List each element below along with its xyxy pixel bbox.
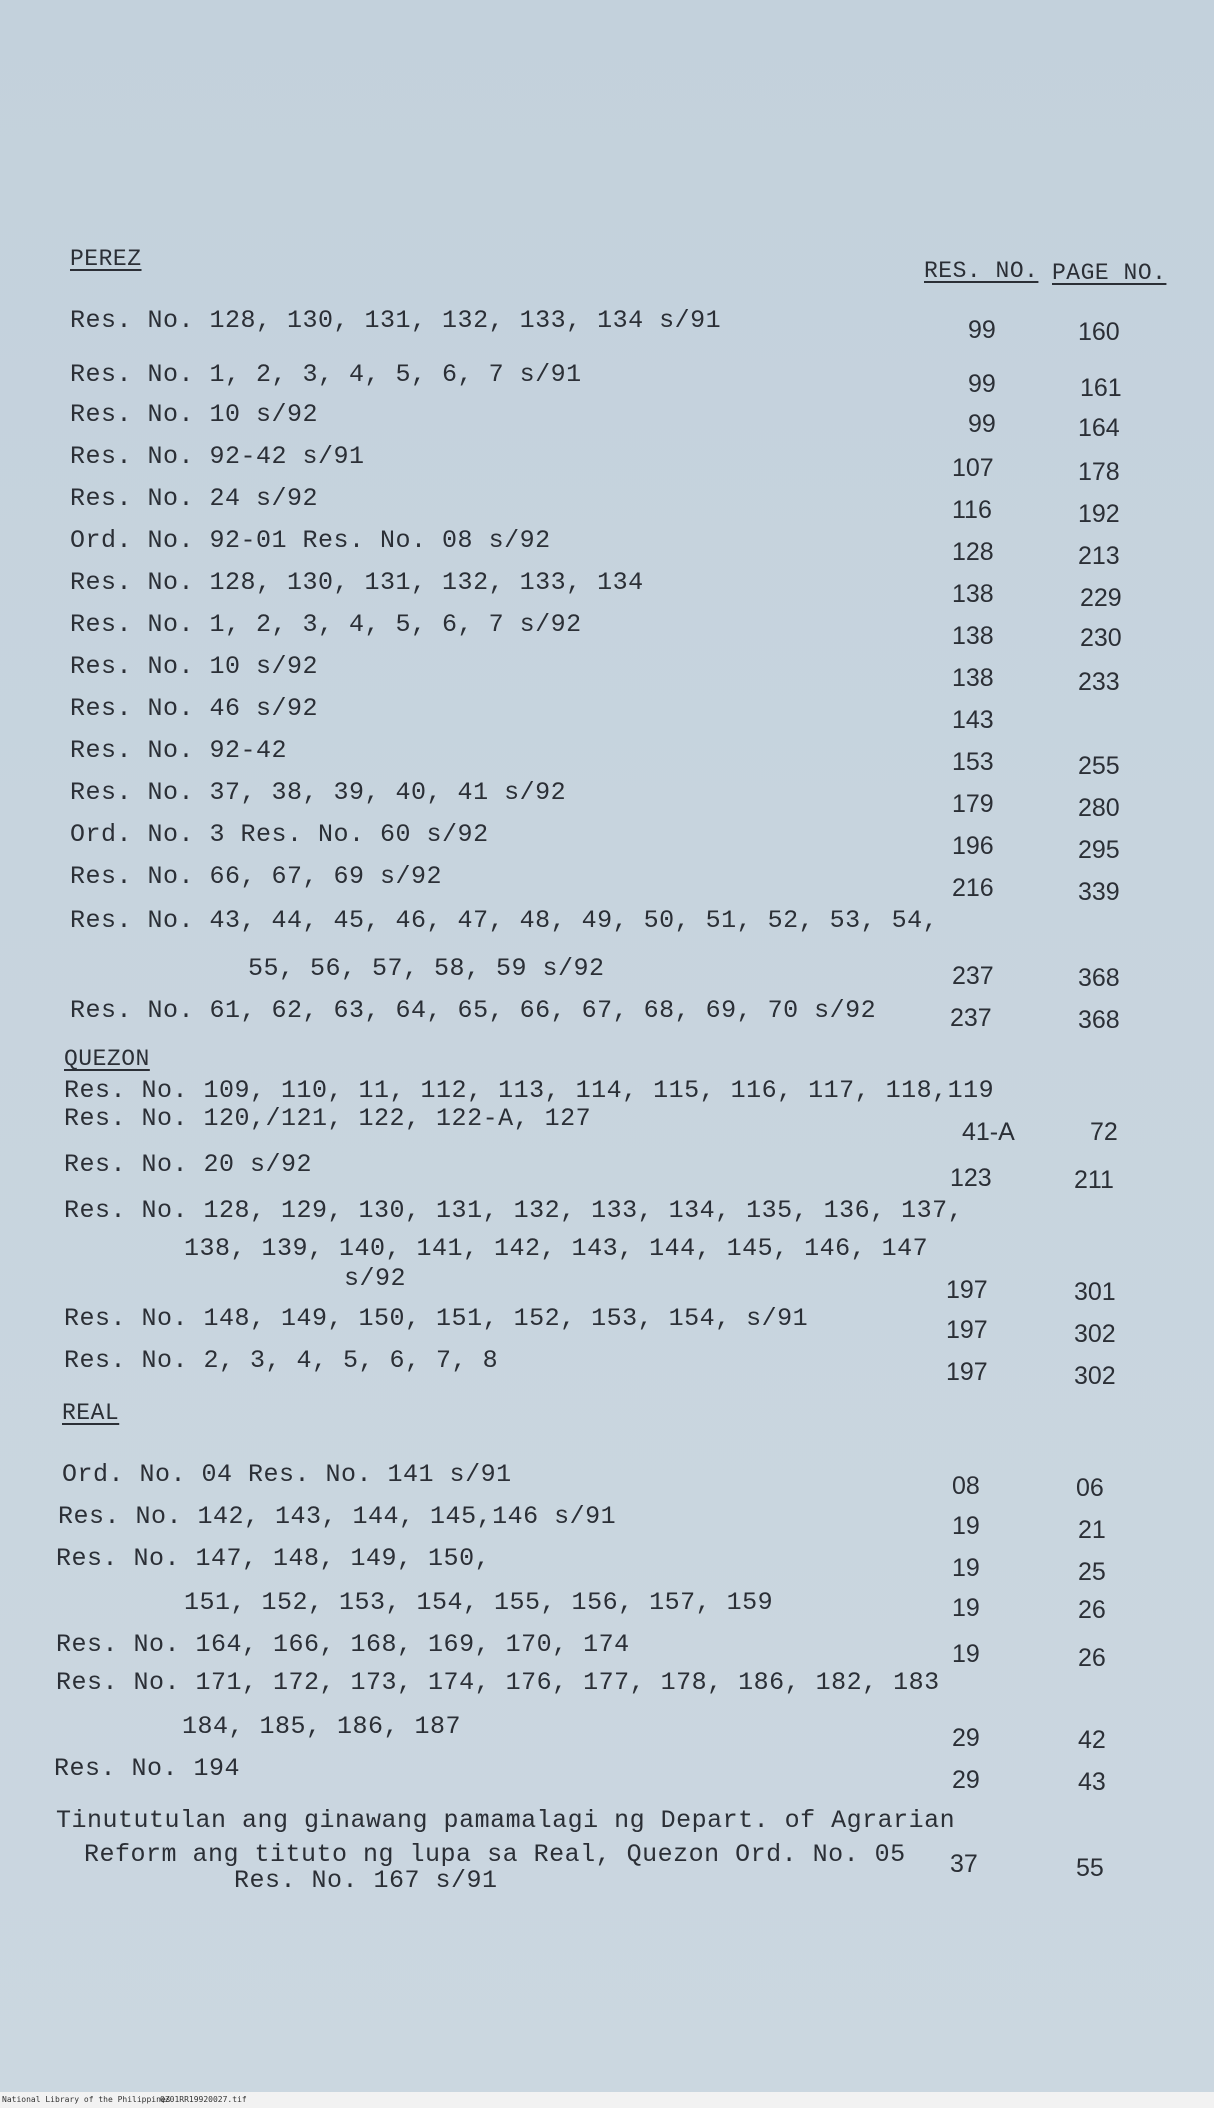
entry-page-no: 55 xyxy=(1076,1854,1104,1882)
footer-source: National Library of the Philippines xyxy=(2,2095,171,2104)
entry-text: Res. No. 128, 129, 130, 131, 132, 133, 134, 135, 136, 137, xyxy=(64,1196,964,1225)
entry-text: Res. No. 194 xyxy=(54,1754,241,1783)
entry-page-no: 06 xyxy=(1076,1474,1104,1502)
entry-page-no: 178 xyxy=(1078,458,1120,486)
footer-filename: QZ01RR19920027.tif xyxy=(160,2095,247,2104)
entry-text: Res. No. 142, 143, 144, 145,146 s/91 xyxy=(58,1502,617,1531)
entry-page-no: 26 xyxy=(1078,1644,1106,1672)
entry-text-continued: s/92 xyxy=(344,1264,407,1293)
entry-text: Res. No. 1, 2, 3, 4, 5, 6, 7 s/92 xyxy=(70,610,582,639)
entry-res-no: 128 xyxy=(952,538,994,566)
entry-res-no: 08 xyxy=(952,1472,980,1500)
entry-res-no: 237 xyxy=(952,962,994,990)
entry-page-no: 339 xyxy=(1078,878,1120,906)
entry-page-no: 230 xyxy=(1080,624,1122,652)
entry-text: Res. No. 37, 38, 39, 40, 41 s/92 xyxy=(70,778,567,807)
entry-text: Res. No. 24 s/92 xyxy=(70,484,319,513)
entry-page-no: 368 xyxy=(1078,1006,1120,1034)
entry-text: Res. No. 2, 3, 4, 5, 6, 7, 8 xyxy=(64,1346,499,1375)
entry-page-no: 302 xyxy=(1074,1320,1116,1348)
res-no-column-header: RES. NO. xyxy=(924,258,1039,284)
entry-text: Ord. No. 04 Res. No. 141 s/91 xyxy=(62,1460,512,1489)
section-title-quezon: QUEZON xyxy=(64,1046,150,1072)
entry-res-no: 138 xyxy=(952,664,994,692)
entry-page-no: 161 xyxy=(1080,374,1122,402)
entry-res-no: 216 xyxy=(952,874,994,902)
entry-text: Res. No. 92-42 xyxy=(70,736,288,765)
section-title-real: REAL xyxy=(62,1400,120,1426)
scan-footer xyxy=(0,2092,1214,2108)
entry-text: Res. No. 1, 2, 3, 4, 5, 6, 7 s/91 xyxy=(70,360,582,389)
entry-res-no: 99 xyxy=(968,370,996,398)
entry-res-no: 37 xyxy=(950,1850,978,1878)
entry-page-no: 213 xyxy=(1078,542,1120,570)
entry-res-no: 197 xyxy=(946,1316,988,1344)
entry-text: Res. No. 10 s/92 xyxy=(70,652,319,681)
entry-res-no: 123 xyxy=(950,1164,992,1192)
entry-res-no: 41-A xyxy=(962,1118,1015,1146)
entry-text: Res. No. 128, 130, 131, 132, 133, 134 xyxy=(70,568,644,597)
entry-res-no: 138 xyxy=(952,580,994,608)
entry-text: Res. No. 46 s/92 xyxy=(70,694,319,723)
entry-page-no: 72 xyxy=(1090,1118,1118,1146)
entry-page-no: 280 xyxy=(1078,794,1120,822)
entry-res-no: 107 xyxy=(952,454,994,482)
entry-text-continued: Res. No. 167 s/91 xyxy=(234,1866,498,1895)
entry-page-no: 26 xyxy=(1078,1596,1106,1624)
entry-text: Res. No. 148, 149, 150, 151, 152, 153, 154, s/91 xyxy=(64,1304,809,1333)
entry-res-no: 99 xyxy=(968,410,996,438)
entry-text: Res. No. 128, 130, 131, 132, 133, 134 s/91 xyxy=(70,306,722,335)
entry-text-continued: 55, 56, 57, 58, 59 s/92 xyxy=(248,954,605,983)
entry-page-no: 25 xyxy=(1078,1558,1106,1586)
entry-res-no: 19 xyxy=(952,1554,980,1582)
entry-res-no: 19 xyxy=(952,1512,980,1540)
entry-text-continued: 138, 139, 140, 141, 142, 143, 144, 145, 146, 147 xyxy=(184,1234,929,1263)
entry-text: Res. No. 61, 62, 63, 64, 65, 66, 67, 68, 69, 70 s/92 xyxy=(70,996,877,1025)
entry-res-no: 19 xyxy=(952,1594,980,1622)
entry-text-continued: Res. No. 120,/121, 122, 122-A, 127 xyxy=(64,1104,592,1133)
entry-text: Res. No. 66, 67, 69 s/92 xyxy=(70,862,443,891)
entry-res-no: 179 xyxy=(952,790,994,818)
entry-res-no: 153 xyxy=(952,748,994,776)
section-title-perez: PEREZ xyxy=(70,246,142,272)
entry-page-no: 302 xyxy=(1074,1362,1116,1390)
entry-page-no: 301 xyxy=(1074,1278,1116,1306)
entry-res-no: 143 xyxy=(952,706,994,734)
entry-res-no: 197 xyxy=(946,1276,988,1304)
entry-res-no: 197 xyxy=(946,1358,988,1386)
entry-page-no: 43 xyxy=(1078,1768,1106,1796)
entry-page-no: 42 xyxy=(1078,1726,1106,1754)
entry-res-no: 99 xyxy=(968,316,996,344)
entry-res-no: 237 xyxy=(950,1004,992,1032)
entry-text: Tinututulan ang ginawang pamamalagi ng Depart. of Agrarian xyxy=(56,1806,956,1835)
entry-page-no: 229 xyxy=(1080,584,1122,612)
entry-res-no: 116 xyxy=(952,496,992,524)
entry-text: Res. No. 164, 166, 168, 169, 170, 174 xyxy=(56,1630,630,1659)
entry-text-continued: Reform ang tituto ng lupa sa Real, Quezon Ord. No. 05 xyxy=(84,1840,906,1869)
entry-text: Res. No. 92-42 s/91 xyxy=(70,442,365,471)
entry-text: Res. No. 171, 172, 173, 174, 176, 177, 178, 186, 182, 183 xyxy=(56,1668,940,1697)
entry-res-no: 29 xyxy=(952,1724,980,1752)
page-no-column-header: PAGE NO. xyxy=(1052,260,1167,286)
entry-page-no: 160 xyxy=(1078,318,1120,346)
entry-page-no: 233 xyxy=(1078,668,1120,696)
entry-text: Res. No. 109, 110, 11, 112, 113, 114, 115, 116, 117, 118,119 xyxy=(64,1076,995,1105)
entry-text-continued: 151, 152, 153, 154, 155, 156, 157, 159 xyxy=(184,1588,774,1617)
entry-res-no: 138 xyxy=(952,622,994,650)
entry-text: Res. No. 10 s/92 xyxy=(70,400,319,429)
entry-text: Res. No. 43, 44, 45, 46, 47, 48, 49, 50, 51, 52, 53, 54, xyxy=(70,906,939,935)
entry-page-no: 192 xyxy=(1078,500,1120,528)
entry-page-no: 21 xyxy=(1078,1516,1106,1544)
entry-text: Ord. No. 3 Res. No. 60 s/92 xyxy=(70,820,489,849)
entry-res-no: 29 xyxy=(952,1766,980,1794)
entry-page-no: 211 xyxy=(1074,1166,1114,1194)
entry-text-continued: 184, 185, 186, 187 xyxy=(182,1712,462,1741)
entry-page-no: 295 xyxy=(1078,836,1120,864)
entry-page-no: 164 xyxy=(1078,414,1120,442)
entry-text: Ord. No. 92-01 Res. No. 08 s/92 xyxy=(70,526,551,555)
entry-page-no: 368 xyxy=(1078,964,1120,992)
entry-res-no: 196 xyxy=(952,832,994,860)
entry-page-no: 255 xyxy=(1078,752,1120,780)
entry-text: Res. No. 20 s/92 xyxy=(64,1150,313,1179)
entry-res-no: 19 xyxy=(952,1640,980,1668)
entry-text: Res. No. 147, 148, 149, 150, xyxy=(56,1544,491,1573)
